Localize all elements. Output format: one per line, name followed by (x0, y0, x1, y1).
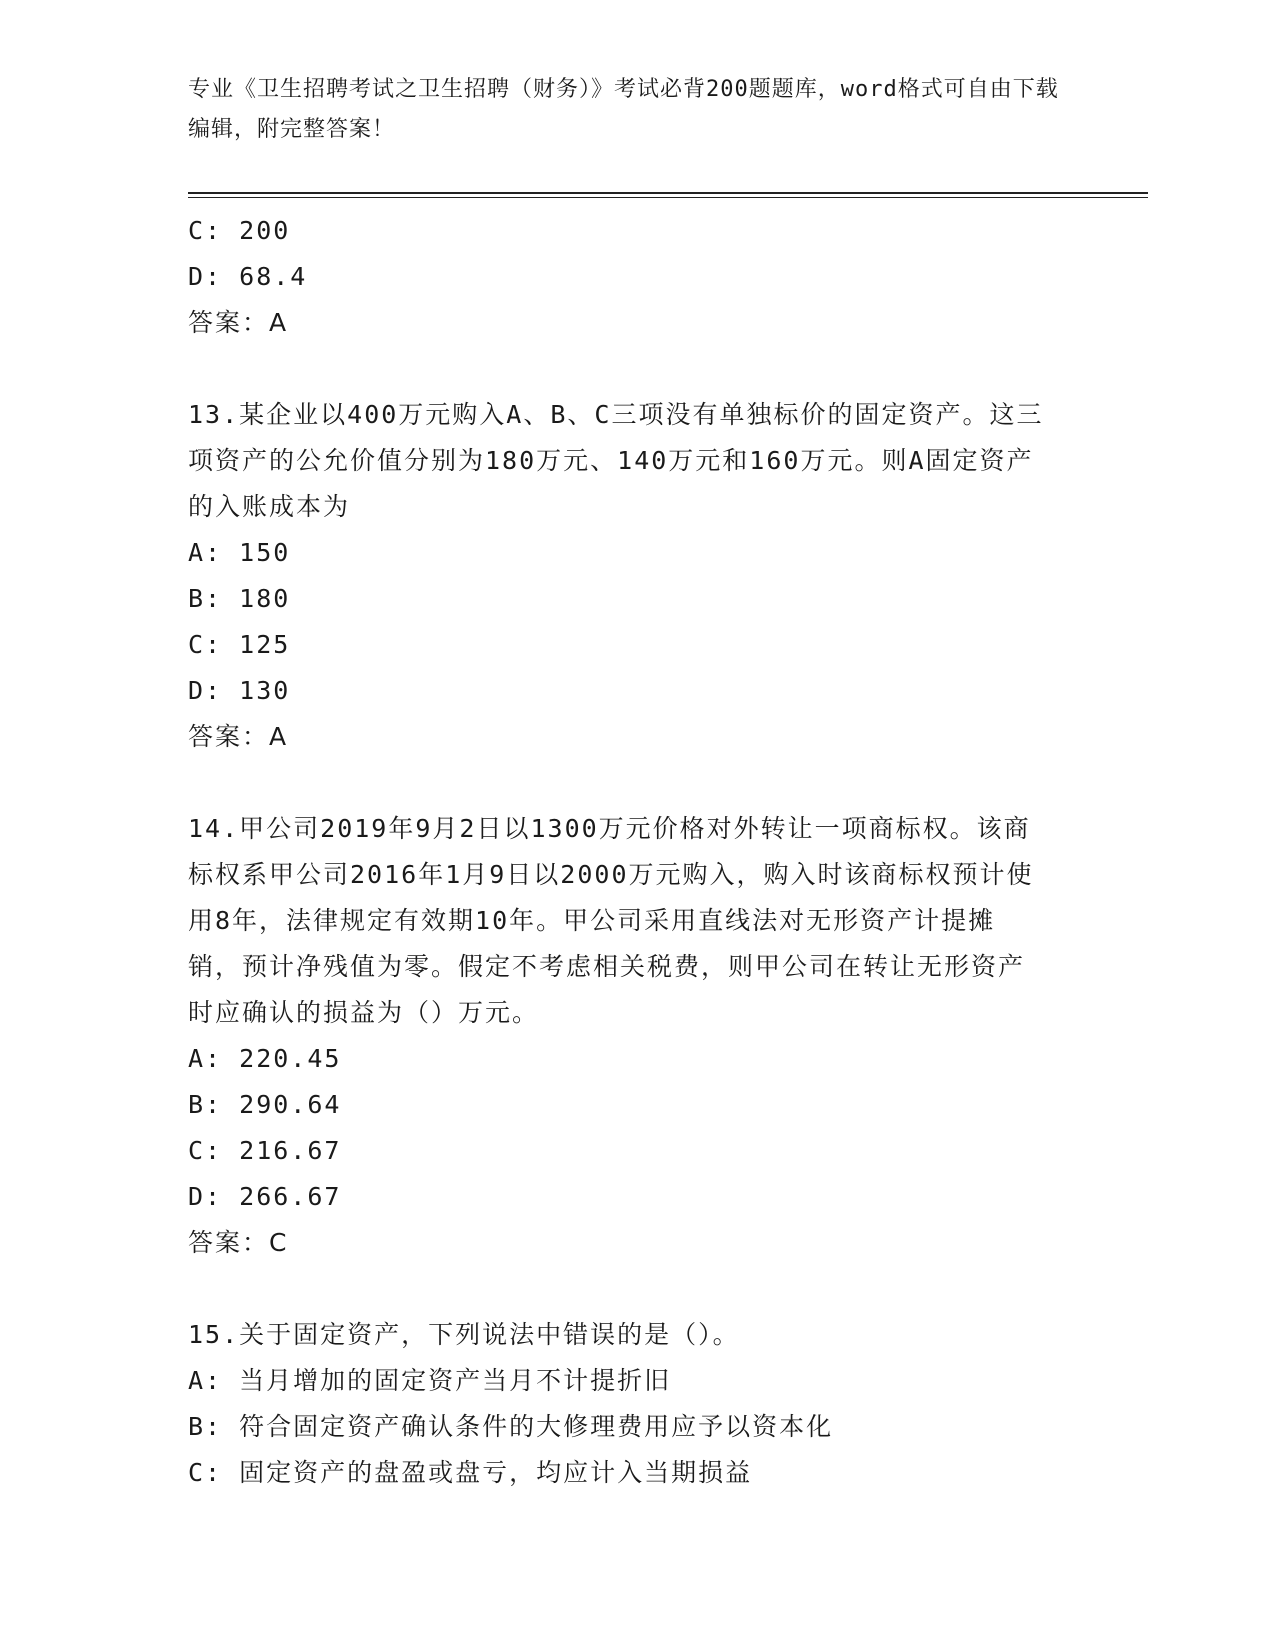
option-c: C: 216.67 (188, 1136, 342, 1165)
question-14 (188, 806, 1148, 1266)
option-c: C: 200 (188, 216, 291, 245)
question-stem: 13.某企业以400万元购入A、B、C三项没有单独标价的固定资产。这三项资产的公允价值分别为180万元、140万元和160万元。则A固定资产的入账成本为 (188, 400, 1044, 521)
question-13 (188, 392, 1148, 760)
document-page (188, 70, 1148, 1496)
question-stem: 15.关于固定资产，下列说法中错误的是（）。 (188, 1320, 740, 1349)
spacer (188, 1266, 1148, 1312)
option-b: B: 180 (188, 584, 291, 613)
option-a: A: 220.45 (188, 1044, 342, 1073)
question-12-tail (188, 208, 1148, 346)
document-header: 专业《卫生招聘考试之卫生招聘（财务）》考试必背200题题库，word格式可自由下载编辑，附完整答案！ (188, 77, 1059, 142)
option-a: A: 当月增加的固定资产当月不计提折旧 (188, 1366, 672, 1395)
question-list (188, 208, 1148, 1496)
question-15 (188, 1312, 1148, 1496)
option-d: D: 68.4 (188, 262, 308, 291)
answer-line: 答案：A (188, 308, 289, 337)
option-c: C: 固定资产的盘盈或盘亏，均应计入当期损益 (188, 1458, 753, 1487)
header-rule-thick (188, 192, 1148, 194)
spacer (188, 760, 1148, 806)
answer-line: 答案：C (188, 1228, 289, 1257)
option-d: D: 130 (188, 676, 291, 705)
header-rule-thin (188, 197, 1148, 198)
option-d: D: 266.67 (188, 1182, 342, 1211)
option-b: B: 符合固定资产确认条件的大修理费用应予以资本化 (188, 1412, 834, 1441)
question-stem: 14.甲公司2019年9月2日以1300万元价格对外转让一项商标权。该商标权系甲公司2016年1月9日以2000万元购入，购入时该商标权预计使用8年，法律规定有效期10年。甲公司采用直线法对无形资产计提摊销，预计净残值为零。假定不考虑相关税费，则甲公司在转让无形资产时应确认的损益为（）万元。 (188, 814, 1034, 1027)
spacer (188, 346, 1148, 392)
option-a: A: 150 (188, 538, 291, 567)
answer-line: 答案：A (188, 722, 289, 751)
option-c: C: 125 (188, 630, 291, 659)
option-b: B: 290.64 (188, 1090, 342, 1119)
